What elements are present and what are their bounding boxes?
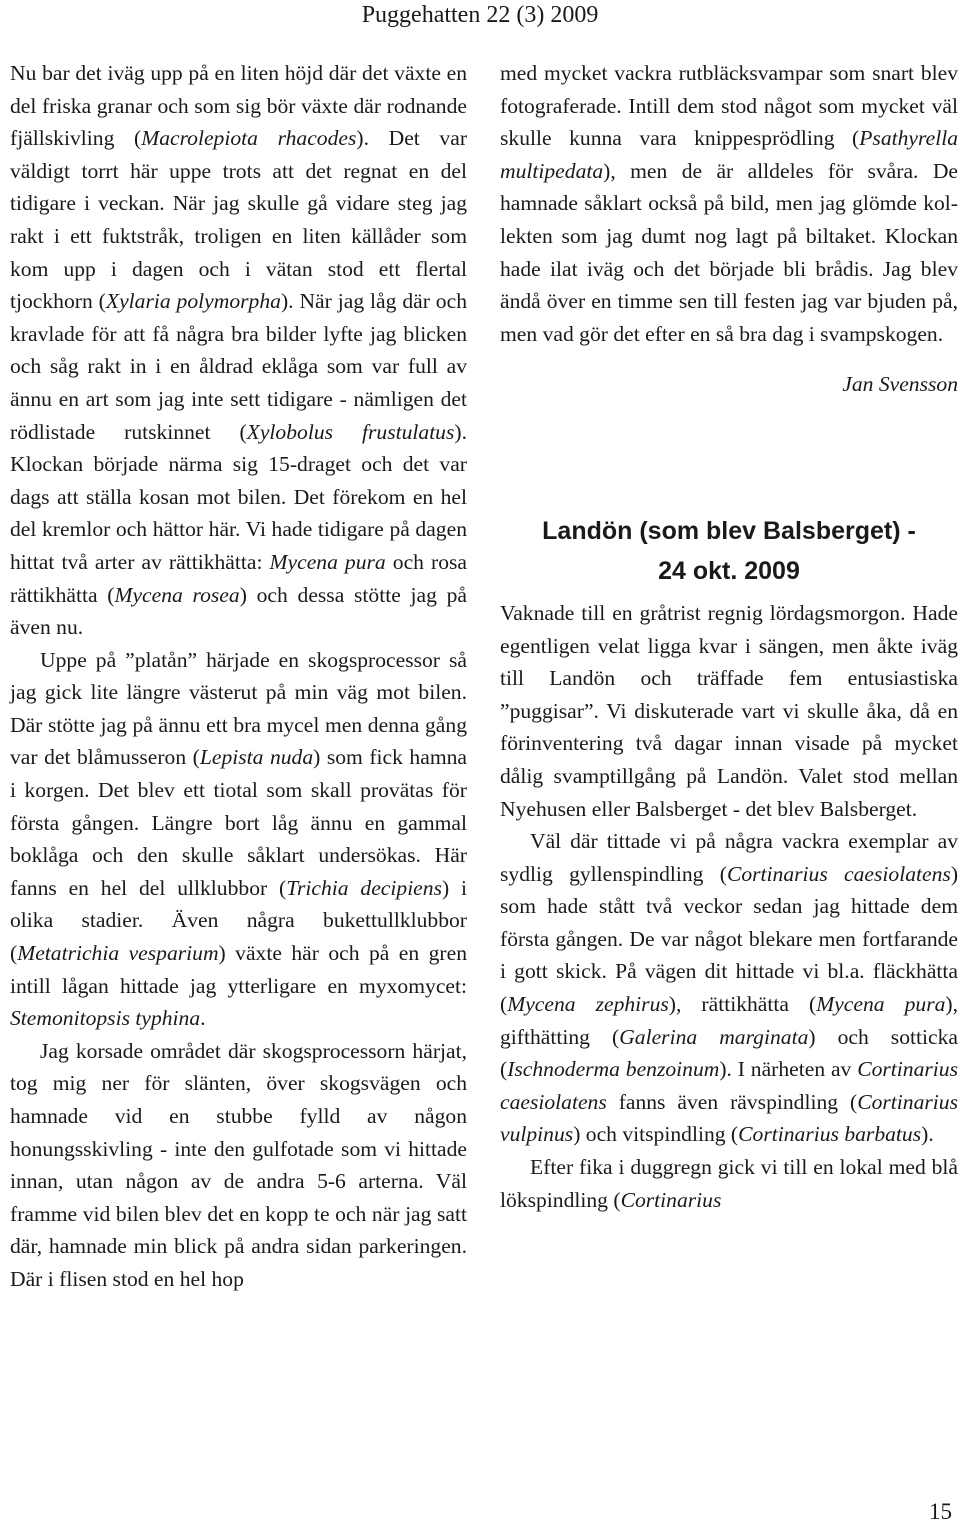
italic-species-name: Cortinarius caesiolatens	[500, 1057, 958, 1114]
italic-species-name: Xylobolus frustulatus	[246, 419, 455, 444]
italic-species-name: Mycena pura	[269, 549, 386, 574]
italic-species-name: Cortinarius	[620, 1187, 722, 1212]
article-heading	[500, 511, 958, 591]
paragraph: Vaknade till en gråtrist regnig lördagsmorgon. Hade egentligen velat ligga kvar i sängen, men åkte iväg till Landön och träffade fem entusiastiska ”puggisar”. Vi diskuterade vart vi skulle åka, då en förinventering två dagar innan visade på mycket dålig svamptillgång på Landön. Valet stod mellan Nyehusen eller Balsberget - det blev Balsberget.	[500, 600, 958, 821]
italic-species-name: Ischnoderma benzoinum	[507, 1057, 720, 1082]
italic-species-name: Mycena zephirus	[507, 992, 669, 1017]
left-column	[10, 57, 467, 1296]
italic-species-name: Mycena rosea	[114, 582, 240, 607]
running-header: Puggehatten 22 (3) 2009	[361, 2, 599, 28]
italic-species-name: Cortinarius barbatus	[738, 1122, 922, 1147]
paragraph: Väl där tittade vi på några vackra exemplar av sydlig gyllenspindling (Cortinarius caesiolatens) som hade stått två veckor sedan jag hittade dem första gången. De var något blekare men fortfarande i gott skick. På vägen dit hittade vi bl.a. fläckhätta (Mycena zephirus), rättikhätta (Mycena pura), gifthätting (Galerina marginata) och sotticka (Ischnoderma benzoinum). I närheten av Cortinarius caesiolatens fanns även rävspindling (Cortinarius vulpinus) och vitspindling (Cortinarius barbatus).	[500, 829, 959, 1147]
italic-species-name: Cortinarius caesiolatens	[726, 861, 951, 886]
italic-species-name: Mycena pura	[816, 992, 946, 1017]
paragraph: Nu bar det iväg upp på en liten höjd där det växte en del friska granar och som sig bör växte där rodnande fjällskivling (Macrolepiota rhacodes). Det var väldigt torrt här uppe trots att det regnat en del tidigare i veckan. När jag skulle gå vidare steg jag rakt i ett fuktstråk, troligen en liten källåder som kom upp i dagen och i vätan stod ett flertal tjockhorn (Xylaria polymorpha). När jag låg där och kravlade för att få några bra bilder lyfte jag blicken och såg rakt in i en åldrad eklåga som var full av ännu en art som jag inte sett tidigare - nämligen det rödlistade rutskinnet (Xylobolus frustulatus). Klockan började närma sig 15-draget och det var dags att ställa kosan mot bilen. Det förekom en hel del kremlor och hättor här. Vi hade tidigare på dagen hittat två arter av rättikhätta: Mycena pura och rosa rättikhätta (Mycena rosea) och dessa stötte jag på även nu.	[10, 61, 468, 640]
article-heading-line: Landön (som blev Balsberget) -	[542, 516, 916, 545]
page-number: 15	[929, 1499, 952, 1524]
italic-species-name: Lepista nuda	[199, 745, 314, 770]
italic-species-name: Macrolepiota rhacodes	[141, 126, 357, 151]
author-signature: Jan Svensson	[842, 372, 958, 397]
italic-species-name: Psathyrella multipedata	[500, 126, 958, 183]
article-heading-line: 24 okt. 2009	[658, 556, 800, 585]
italic-species-name: Trichia decipiens	[286, 875, 442, 900]
italic-species-name: Xylaria polymorpha	[105, 289, 281, 314]
italic-species-name: Stemonitopsis typhina	[10, 1006, 201, 1031]
italic-species-name: Galerina marginata	[619, 1024, 809, 1049]
paragraph: Uppe på ”platån” härjade en skogsprocessor så jag gick lite längre västerut på min väg mot bilen. Där stötte jag på ännu ett bra mycel men denna gång var det blåmusseron (Lepista nuda) som fick hamna i korgen. Det blev ett tiotal som skall provätas för första gången. Längre bort låg ännu en gammal boklåga och den skulle såklart undersökas. Här fanns en hel del ullklubbor (Trichia decipiens) i olika stadier. Även några bukettullklubbor (Metatrichia vesparium) växte här och på en gren intill lågan hittade jag ytterligare en myxomycet: Stemonitopsis typhina.	[10, 647, 467, 1031]
paragraph: Jag korsade området där skogsprocessorn härjat, tog mig ner för slänten, över skogsvägen och hamnade vid en stubbe fylld av någon honungsskivling - inte den gulfotade som vi hittade innan, utan någon av de andra 5-6 arterna. Väl framme vid bilen blev det en kopp te och när jag satt där, hamnade min blick på andra sidan parkeringen. Där i flisen stod en hel hop	[10, 1038, 467, 1291]
paragraph: med mycket vackra rutbläcksvampar som snart blev fotograferade. Intill dem stod något som mycket väl skulle kunna vara knippesprödling (Psathyrella multipedata), men de är alldeles för svåra. De hamnade såklart också på bild, men jag glömde kollekten som jag dumt nog lagt på biltaket. Klockan hade ilat iväg och det började bli brådis. Jag blev ändå över en timme sen till festen jag var bjuden på, men vad gör det efter en så bra dag i svampskogen.	[500, 61, 958, 346]
italic-species-name: Cortinarius vulpinus	[500, 1089, 958, 1147]
paragraph: Efter fika i duggregn gick vi till en lokal med blå lökspindling (Cortinarius	[500, 1155, 958, 1212]
right-column	[500, 57, 958, 1216]
italic-species-name: Metatrichia vesparium	[17, 941, 219, 966]
